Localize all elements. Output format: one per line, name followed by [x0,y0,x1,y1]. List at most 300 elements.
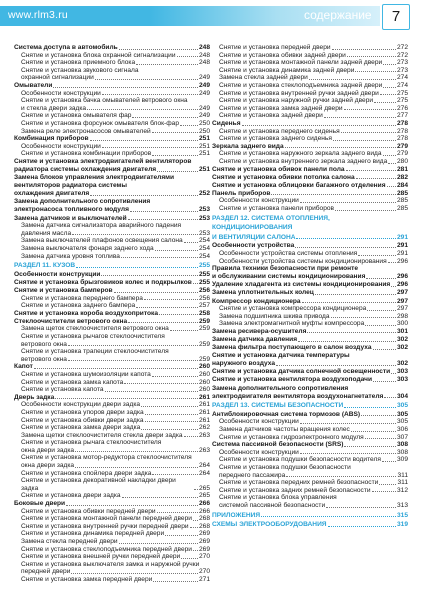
toc-entry [14,271,210,279]
toc-entry [14,222,210,230]
toc-entry [14,417,210,425]
toc-entry [14,166,210,174]
toc-leader-dots [121,257,198,258]
toc-left-column [14,44,210,584]
toc-entry [14,401,210,409]
toc-entry-title: Замена дополнительного сопротивления [212,384,349,392]
toc-entry-title: охлаждения двигателя [14,190,90,198]
toc-entry-title: Удаление хладагента из системы кондиционирования [212,281,391,289]
toc-page-number: 308 [396,441,408,449]
toc-entry-title: Правила техники безопасности при ремонте [212,265,359,273]
toc-leader-dots [295,247,396,248]
toc-page-number: 280 [396,157,408,165]
toc-page-number: 297 [396,305,408,313]
toc-entry-title: Снятие и установка передних ремней безопасности [219,479,379,487]
toc-entry-title: Снятие и установка блока управления [219,494,337,502]
toc-entry [212,205,408,213]
toc-page-number: 255 [198,270,210,278]
toc-entry [14,206,210,214]
section-title: содержание [304,8,372,22]
toc-entry-title: Снятие и установка внутренней ручки передней двери [21,522,189,530]
toc-entry-title: электронасоса топливного модуля [14,206,129,214]
toc-page-number: 319 [396,521,408,529]
toc-page-number: 272 [396,51,408,59]
toc-entry [212,385,408,393]
toc-leader-dots [193,283,198,284]
toc-entry-title: Компрессор кондиционера [212,297,301,305]
toc-entry-title: Снятие и установка приемного блока [21,59,136,67]
toc-entry-title: Снятие и установка датчика температуры [212,352,350,360]
toc-entry-title: Замена уплотнительных колец [212,289,314,297]
toc-entry-title: Снятие и установка мотор-редуктора стеклоочистителя [21,454,192,462]
toc-leader-dots [75,467,198,468]
toc-page-number: 262 [198,424,210,432]
toc-entry [14,500,210,508]
toc-entry-title: переднего пассажира [219,471,286,479]
toc-leader-dots [105,391,198,392]
toc-leader-dots [184,436,198,437]
toc-page-number: 272 [396,44,408,51]
toc-leader-dots [101,275,198,276]
toc-page-number: 300 [396,320,408,328]
toc-entry [14,82,210,90]
toc-entry [212,82,408,90]
toc-leader-dots [136,307,198,308]
toc-entry-title: Снятие и установка переднего сиденья [219,127,340,135]
toc-page-number: 296 [396,257,408,265]
toc-entry [212,44,408,52]
toc-page-number: 308 [396,448,408,456]
toc-page-number: 263 [198,446,210,454]
toc-leader-dots [382,461,396,462]
toc-entry-title: Снятие и установка наружной ручки задней двери [219,97,374,105]
toc-leader-dots [181,558,198,559]
toc-leader-dots [145,414,198,415]
toc-page-number: 269 [198,538,210,545]
toc-page-number: 261 [198,401,210,409]
toc-entry [14,409,210,417]
toc-entry [14,74,210,82]
toc-entry [14,568,210,576]
toc-entry [212,320,408,328]
toc-page-number: 249 [198,74,210,82]
toc-leader-dots [177,56,198,57]
toc-leader-dots [387,186,396,187]
toc-page-number: 303 [396,376,408,384]
toc-entry [212,289,408,297]
toc-page-number: 268 [198,522,210,530]
toc-page-number: 298 [396,312,408,320]
toc-page-number: 256 [198,286,210,294]
toc-leader-dots [132,117,198,118]
toc-entry-title: РАЗДЕЛ 13. СИСТЕМЫ БЕЗОПАСНОСТИ [212,402,344,410]
toc-page-number: 279 [396,142,408,150]
toc-entry-title: Замена датчика уровня топлива [21,252,120,260]
toc-section-heading [212,402,408,410]
toc-entry-title: Сиденья [212,119,241,127]
toc-entry-title: КОНДИЦИОНИРОВАНИЯ [212,224,293,232]
toc-leader-dots [184,242,198,243]
toc-entry-title: ПРИЛОЖЕНИЯ [212,511,261,519]
toc-entry [14,576,210,584]
toc-leader-dots [193,550,198,551]
toc-entry-title: РАЗДЕЛ 11. КУЗОВ [14,262,76,270]
toc-page-number: 249 [198,89,210,97]
toc-leader-dots [296,238,396,239]
page-number: 7 [382,4,410,30]
toc-entry-title: Зеркала заднего вида [212,142,284,150]
toc-entry [212,273,408,281]
toc-entry [212,426,408,434]
toc-entry [212,174,408,182]
toc-leader-dots [379,484,396,485]
toc-page-number: 285 [396,189,408,197]
toc-entry-title: И ВЕНТИЛЯЦИИ САЛОНА [212,233,296,241]
toc-entry-title: Замена стекла передней двери [21,538,118,545]
toc-page-number: 250 [198,119,210,127]
toc-leader-dots [95,79,198,80]
toc-entry [14,424,210,432]
toc-page-number: 270 [198,553,210,561]
toc-entry [212,112,408,120]
toc-page-number: 291 [396,242,408,250]
toc-entry-title: Снятие и установка брызговиков колес и подкрылков [14,278,192,286]
toc-leader-dots [324,117,396,118]
toc-entry [14,245,210,253]
toc-page-number: 261 [198,408,210,416]
toc-leader-dots [153,581,198,582]
toc-leader-dots [300,423,396,424]
toc-page-number: 248 [198,51,210,59]
toc-page-number: 264 [198,469,210,477]
toc-leader-dots [102,147,198,148]
toc-entry-title: Капот [14,363,33,371]
toc-entry [14,363,210,371]
toc-page-number: 255 [198,278,210,286]
toc-entry-title: Система пассивной безопасности (SRS) [212,441,344,449]
toc-entry [14,174,210,182]
toc-entry-title: Замена реле электронасосов омывателей [21,127,151,135]
toc-leader-dots [344,446,396,447]
toc-entry-title: Замена щеток стеклоочистителя ветрового окна [21,325,169,333]
toc-entry-title: наружного воздуха [212,360,276,368]
toc-leader-dots [165,535,198,536]
toc-leader-dots [307,332,396,333]
toc-entry [14,59,210,67]
toc-leader-dots [152,155,198,156]
toc-leader-dots [90,140,198,141]
toc-leader-dots [383,155,396,156]
toc-page-number: 269 [198,545,210,553]
toc-leader-dots [271,194,396,195]
toc-entry-title: окна двери задка [21,462,75,470]
toc-leader-dots [326,507,396,508]
toc-leader-dots [128,219,198,220]
toc-entry [14,348,210,356]
toc-page-number: 284 [396,181,408,189]
toc-entry-title: ветрового окна [21,340,67,348]
toc-leader-dots [114,292,198,293]
toc-page-number: 305 [396,418,408,426]
toc-leader-dots [391,373,396,374]
toc-page-number: 281 [396,165,408,173]
toc-entry [212,250,408,258]
toc-leader-dots [144,299,198,300]
toc-leader-dots [68,345,198,346]
toc-leader-dots [356,178,396,179]
toc-entry-title: Снятие и установка компрессора кондиционера [219,305,367,313]
toc-entry-title: ветрового окна [21,355,67,363]
toc-entry [212,336,408,344]
toc-entry [14,158,210,166]
toc-page-number: 302 [396,335,408,343]
toc-page-number: 248 [198,59,210,67]
toc-leader-dots [119,543,198,544]
toc-entry-title: Замена фильтра поступающего в салон воздуха [212,344,372,352]
toc-page-number: 259 [198,355,210,363]
toc-entry-title: Снятие и установка блока охранной сигнализации [21,51,176,59]
toc-section-heading [212,234,408,242]
toc-leader-dots [373,381,396,382]
toc-leader-dots [383,64,396,65]
toc-leader-dots [309,79,396,80]
toc-leader-dots [152,376,198,377]
toc-leader-dots [351,431,396,432]
toc-entry-title: Замена щетки стеклоочистителя стекла двери задка [21,431,183,439]
toc-section-heading [14,262,210,270]
toc-page-number: 260 [198,378,210,386]
toc-leader-dots [388,163,396,164]
toc-leader-dots [388,262,396,263]
toc-entry-title: Снятие и установка задней двери [219,112,323,120]
toc-entry [14,447,210,455]
toc-entry-title: Замена выключателя фонаря заднего хода [21,244,154,252]
toc-entry-title: Замена блоков управления электродвигателями [14,174,175,182]
toc-entry [212,305,408,313]
toc-entry-title: Снятие и установка трапеции стеклоочистителя [21,348,169,356]
toc-entry [14,439,210,447]
toc-entry-title: Снятие и установка электродвигателей вентиляторов [14,157,192,165]
toc-entry-title: СХЕМЫ ЭЛЕКТРООБОРУДОВАНИЯ [212,521,327,529]
toc-entry [14,333,210,341]
toc-entry-title: и обслуживании системы кондиционирования [212,273,366,281]
toc-page-number: 305 [396,402,408,410]
toc-page-number: 302 [396,360,408,368]
toc-page-number: 285 [396,197,408,205]
toc-entry-title: Антиблокировочная система тормозов (ABS) [212,410,361,418]
toc-entry-title: Омыватели [14,81,53,89]
toc-leader-dots [366,278,396,279]
toc-section-heading [212,224,408,232]
toc-page-number: 256 [198,294,210,302]
toc-entry-title: Особенности конструкции [21,142,101,150]
toc-page-number: 266 [198,500,210,508]
toc-page-number: 263 [198,431,210,439]
toc-entry [212,143,408,151]
toc-entry-title: Снятие и установка обивки потолка салона [212,173,355,181]
toc-page-number: 269 [198,530,210,538]
toc-page-number: 304 [396,392,408,400]
toc-page-number: 249 [198,81,210,89]
site-url[interactable]: www.rlm3.ru [8,9,68,21]
toc-page-number: 251 [198,135,210,143]
toc-entry-title: и стекла двери задка [21,104,87,112]
toc-entry [14,198,210,206]
toc-entry-title: Снятие и установка звукового сигнала [21,66,139,74]
toc-leader-dots [193,520,198,521]
toc-page-number: 305 [396,410,408,418]
toc-page-number: 259 [198,325,210,333]
toc-leader-dots [72,234,198,235]
toc-entry-title: Снятие и установка заднего сиденья [219,135,332,143]
toc-page-number: 253 [198,214,210,222]
toc-entry-title: Замена датчиков и выключателей [14,214,127,222]
toc-page-number: 279 [396,150,408,158]
toc-page-number: 258 [198,309,210,317]
toc-page-number: 261 [198,416,210,424]
toc-entry-title: Снятие и установка комбинации приборов [21,150,152,158]
toc-leader-dots [391,286,396,287]
toc-entry [212,182,408,190]
toc-leader-dots [331,317,396,318]
toc-page-number: 251 [198,150,210,158]
toc-leader-dots [242,125,396,126]
toc-entry [14,386,210,394]
toc-entry-title: Снятие и установка гидроэлектронного модуля [219,433,364,441]
toc-leader-dots [68,360,198,361]
toc-page-number: 296 [396,281,408,289]
toc-page-number: 249 [198,112,210,120]
toc-leader-dots [344,109,396,110]
toc-entry-title: Снятие и установка стеклоподъемника задней двери [219,81,383,89]
toc-leader-dots [365,438,396,439]
toc-entry-title: Снятие и установка монтажной панели задней двери [219,59,383,67]
toc-entry [212,150,408,158]
toc-page-number: 250 [198,127,210,135]
toc-entry-title: Снятие и установка капота [21,386,104,394]
toc-page-number: 301 [396,327,408,335]
toc-leader-dots [332,49,396,50]
toc-section-heading [212,521,408,529]
toc-leader-dots [136,64,198,65]
toc-entry-title: Снятие и установка динамика передней двери [21,530,165,538]
toc-entry [212,59,408,67]
toc-leader-dots [328,526,396,527]
toc-entry [14,454,210,462]
toc-entry [14,105,210,113]
toc-leader-dots [152,474,198,475]
toc-page-number: 312 [396,486,408,494]
toc-entry [212,360,408,368]
toc-page-number: 275 [396,97,408,105]
toc-entry-title: Дверь задка [14,393,55,401]
toc-page-number: 260 [198,363,210,371]
toc-entry-title: Особенности конструкции [21,89,101,97]
toc-leader-dots [141,429,198,430]
toc-entry-title: давления масла [21,229,72,237]
toc-leader-dots [365,325,396,326]
toc-entry-title: Стеклоочистители ветрового окна [14,317,128,325]
toc-entry-title: Снятие и установка внутреннего зеркала заднего вида [219,157,388,165]
toc-entry-title: Снятие и установка короба воздухопритока [14,309,158,317]
toc-entry-title: системой пассивной безопасности [219,501,326,509]
toc-page-number: 254 [198,244,210,252]
toc-entry-title: Снятие и установка динамика задней двери [219,66,355,74]
toc-leader-dots [130,211,198,212]
toc-entry [14,279,210,287]
toc-entry-title: РАЗДЕЛ 12. СИСТЕМА ОТОПЛЕНИЯ, [212,214,330,222]
toc-entry [212,166,408,174]
toc-entry-title: Снятие и установка монтажной панели передней двери [21,515,192,523]
toc-entry [14,237,210,245]
toc-page-number: 259 [198,340,210,348]
toc-leader-dots [87,109,198,110]
toc-page-number: 260 [198,370,210,378]
toc-leader-dots [286,476,396,477]
toc-entry-title: Особенности устройства системы кондиционирования [219,257,387,265]
toc-entry [14,356,210,364]
toc-leader-dots [128,322,198,323]
toc-entry-title: Снятие и установка бачка омывателей ветрового окна [21,97,188,105]
toc-leader-dots [300,453,396,454]
toc-entry-title: Снятие и установка вентилятора воздухоподачи [212,376,373,384]
toc-page-number: 278 [396,127,408,135]
toc-entry [212,418,408,426]
toc-entry [212,494,408,502]
toc-entry-title: Особенности конструкции двери задка [21,401,141,409]
toc-page-number: 276 [396,104,408,112]
toc-page-number: 261 [198,393,210,401]
toc-entry [212,479,408,487]
toc-entry-title: электродвигателя вентилятора воздухонагнетателя [212,392,384,400]
toc-entry-title: Особенности конструкции [219,418,299,426]
toc-leader-dots [315,294,396,295]
toc-entry [14,325,210,333]
toc-entry [212,128,408,136]
toc-entry [212,281,408,289]
toc-entry-title: Снятие и установка облицовки багажного отделения [212,181,386,189]
toc-entry-title: Снятие и установка внутренней ручки задней двери [219,89,379,97]
toc-entry [212,344,408,352]
toc-leader-dots [372,491,396,492]
toc-leader-dots [384,397,396,398]
toc-entry-title: Замена электромагнитной муфты компрессора [219,320,365,328]
toc-page-number: 251 [198,142,210,150]
toc-entry-title: окна двери задка [21,446,75,454]
toc-section-heading [212,215,408,223]
toc-leader-dots [71,573,198,574]
toc-leader-dots [66,505,198,506]
toc-leader-dots [344,407,396,408]
toc-page-number: 248 [198,44,210,51]
toc-entry [14,128,210,136]
toc-entry [14,477,210,492]
toc-page-number: 311 [397,479,408,487]
toc-entry-title: Снятие и установка обивки задней двери [219,51,346,59]
toc-entry-title: Особенности конструкции [14,270,101,278]
toc-leader-dots [122,497,198,498]
toc-leader-dots [180,125,198,126]
toc-entry [14,253,210,261]
toc-leader-dots [261,516,396,517]
toc-leader-dots [55,398,198,399]
toc-entry [14,515,210,523]
toc-entry-title: Снятие и установка рычага стеклоочистителя [21,439,162,447]
toc-entry [212,441,408,449]
toc-leader-dots [302,302,396,303]
toc-entry-title: Снятие и установка шумоизоляции капота [21,370,151,378]
toc-entry [14,120,210,128]
